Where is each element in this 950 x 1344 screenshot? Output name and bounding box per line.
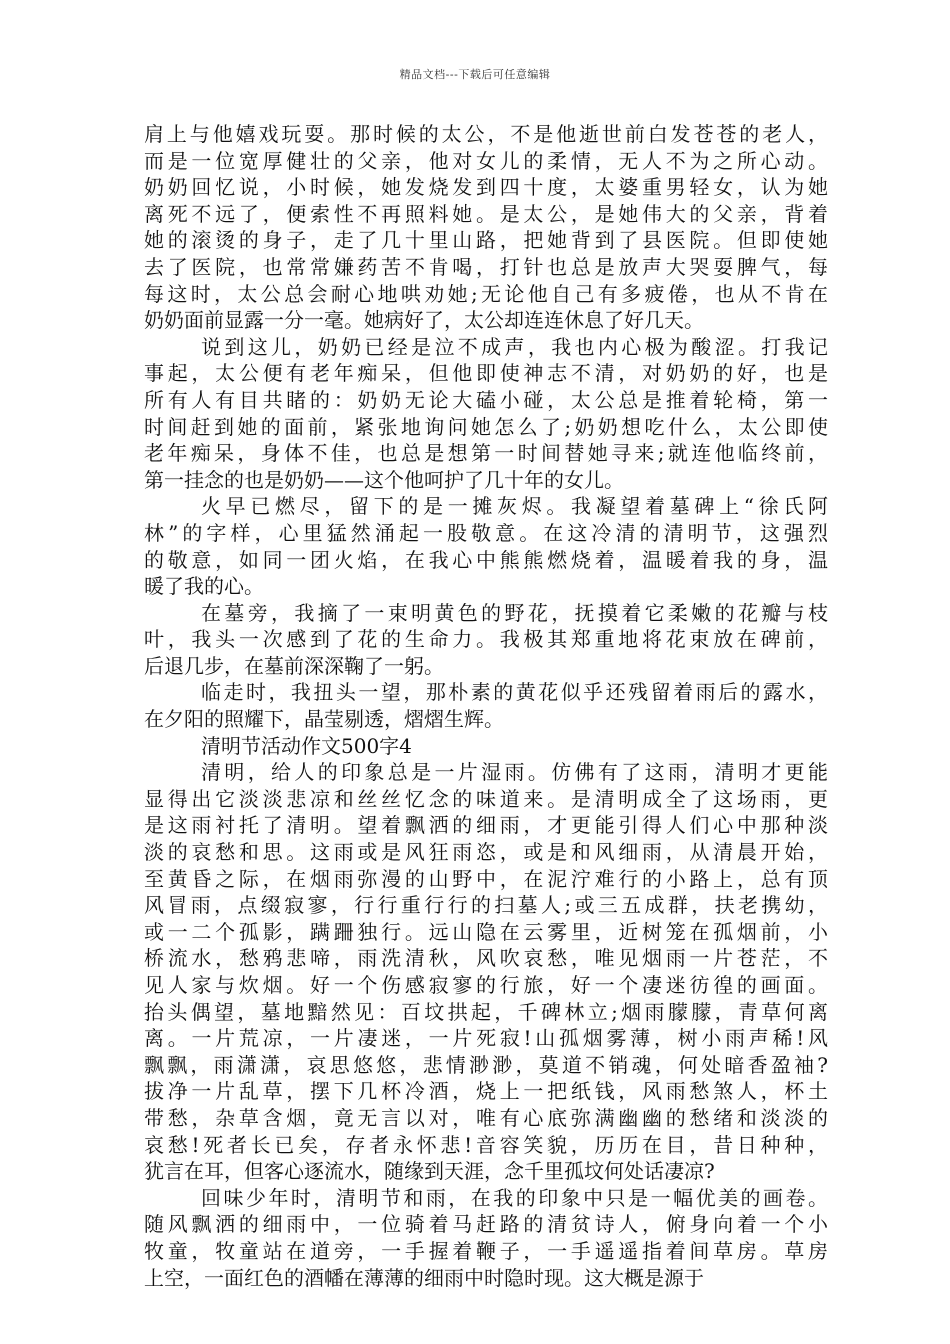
text-line: 叶，我头一次感到了花的生命力。我极其郑重地将花束放在碑前， xyxy=(144,627,828,652)
text-line: 离。一片荒凉，一片凄迷，一片死寂!山孤烟雾薄，树小雨声稀!风 xyxy=(144,1026,828,1051)
text-line: 她的滚烫的身子，走了几十里山路，把她背到了县医院。但即使她 xyxy=(144,228,828,253)
document-body xyxy=(144,121,828,1291)
text-line: 随风飘洒的细雨中，一位骑着马赶路的清贫诗人，俯身向着一个小 xyxy=(144,1212,828,1237)
text-line: 上空，一面红色的酒幡在薄薄的细雨中时隐时现。这大概是源于 xyxy=(144,1265,704,1290)
text-line: 哀愁!死者长已矣，存者永怀悲!音容笑貌，历历在目，昔日种种， xyxy=(144,1132,828,1157)
text-line: 淡的哀愁和思。这雨或是风狂雨恣，或是和风细雨，从清晨开始， xyxy=(144,840,828,865)
text-line: 或一二个孤影，蹒跚独行。远山隐在云雾里，近树笼在孤烟前，小 xyxy=(144,919,828,944)
text-line: 时间赶到她的面前，紧张地询问她怎么了;奶奶想吃什么，太公即使 xyxy=(144,414,828,439)
text-line: 每这时，太公总会耐心地哄劝她;无论他自己有多疲倦，也从不肯在 xyxy=(144,281,828,306)
text-line: 在墓旁，我摘了一束明黄色的野花，抚摸着它柔嫩的花瓣与枝 xyxy=(201,600,828,625)
text-line: 而是一位宽厚健壮的父亲，他对女儿的柔情，无人不为之所心动。 xyxy=(144,148,828,173)
text-line: 在夕阳的照耀下，晶莹剔透，熠熠生辉。 xyxy=(144,707,504,732)
text-line: 清明节活动作文500字4 xyxy=(201,733,412,758)
text-line: 所有人有目共睹的：奶奶无论大磕小碰，太公总是推着轮椅，第一 xyxy=(144,387,828,412)
text-line: 是这雨衬托了清明。望着飘洒的细雨，才更能引得人们心中那种淡 xyxy=(144,813,828,838)
text-line: 第一挂念的也是奶奶——这个他呵护了几十年的女儿。 xyxy=(144,467,624,492)
text-line: 的敬意，如同一团火焰，在我心中熊熊燃烧着，温暖着我的身，温 xyxy=(144,547,828,572)
text-line: 临走时，我扭头一望，那朴素的黄花似乎还残留着雨后的露水， xyxy=(201,680,828,705)
text-line: 后退几步，在墓前深深鞠了一躬。 xyxy=(144,653,444,678)
text-line: 牧童，牧童站在道旁，一手握着鞭子，一手遥遥指着间草房。草房 xyxy=(144,1238,828,1263)
paragraph xyxy=(144,600,828,680)
text-line: 见人家与炊烟。好一个伤感寂寥的行旅，好一个凄迷彷徨的画面。 xyxy=(144,973,828,997)
text-line: 至黄昏之际，在烟雨弥漫的山野中，在泥泞难行的小路上，总有顶 xyxy=(144,866,828,891)
paragraph xyxy=(144,121,828,334)
paragraph xyxy=(144,733,828,760)
text-line: 带愁，杂草含烟，竟无言以对，唯有心底弥满幽幽的愁绪和淡淡的 xyxy=(144,1105,828,1130)
text-line: 暖了我的心。 xyxy=(144,574,264,599)
text-line: 拔净一片乱草，摆下几杯冷酒，烧上一把纸钱，风雨愁煞人，杯土 xyxy=(144,1079,828,1104)
text-line: 去了医院，也常常嫌药苦不肯喝，打针也总是放声大哭耍脾气，每 xyxy=(144,254,828,279)
text-line: 犹言在耳，但客心逐流水，随缘到天涯，念千里孤坟何处话凄凉? xyxy=(144,1159,715,1184)
text-line: 林”的字样，心里猛然涌起一股敬意。在这冷清的清明节，这强烈 xyxy=(144,520,828,545)
text-line: 肩上与他嬉戏玩耍。那时候的太公，不是他逝世前白发苍苍的老人， xyxy=(144,122,828,146)
text-line: 清明，给人的印象总是一片湿雨。仿佛有了这雨，清明才更能 xyxy=(201,760,828,785)
paragraph xyxy=(144,493,828,599)
text-line: 显得出它淡淡悲凉和丝丝忆念的味道来。是清明成全了这场雨，更 xyxy=(144,786,828,811)
text-line: 风冒雨，点缀寂寥，行行重行行的扫墓人;或三五成群，扶老携幼， xyxy=(144,893,828,918)
paragraph xyxy=(144,1185,828,1291)
page-header: 精品文档---下载后可任意编辑 xyxy=(399,68,551,81)
text-line: 说到这儿，奶奶已经是泣不成声，我也内心极为酸涩。打我记 xyxy=(201,334,828,359)
text-line: 离死不远了，便索性不再照料她。是太公，是她伟大的父亲，背着 xyxy=(144,201,828,226)
text-line: 桥流水，愁鸦悲啼，雨洗清秋，风吹哀愁，唯见烟雨一片苍茫，不 xyxy=(144,946,828,971)
text-line: 回味少年时，清明节和雨，在我的印象中只是一幅优美的画卷。 xyxy=(201,1185,828,1210)
text-line: 奶奶回忆说，小时候，她发烧发到四十度，太婆重男轻女，认为她 xyxy=(144,175,828,200)
text-line: 火早已燃尽，留下的是一摊灰烬。我凝望着墓碑上“徐氏阿 xyxy=(201,494,828,519)
text-line: 事起，太公便有老年痴呆，但他即使神志不清，对奶奶的好，也是 xyxy=(144,361,828,386)
text-line: 抬头偶望，墓地黯然见：百坟拱起，千碑林立;烟雨朦朦，青草何离 xyxy=(144,999,828,1024)
text-line: 奶奶面前显露一分一毫。她病好了，太公却连连休息了好几天。 xyxy=(144,308,704,333)
paragraph xyxy=(144,334,828,494)
text-line: 老年痴呆，身体不佳，也总是想第一时间替她寻来;就连他临终前， xyxy=(144,441,828,466)
paragraph xyxy=(144,759,828,1185)
paragraph xyxy=(144,679,828,732)
text-line: 飘飘，雨潇潇，哀思悠悠，悲情渺渺，莫道不销魂，何处暗香盈袖? xyxy=(144,1052,828,1077)
